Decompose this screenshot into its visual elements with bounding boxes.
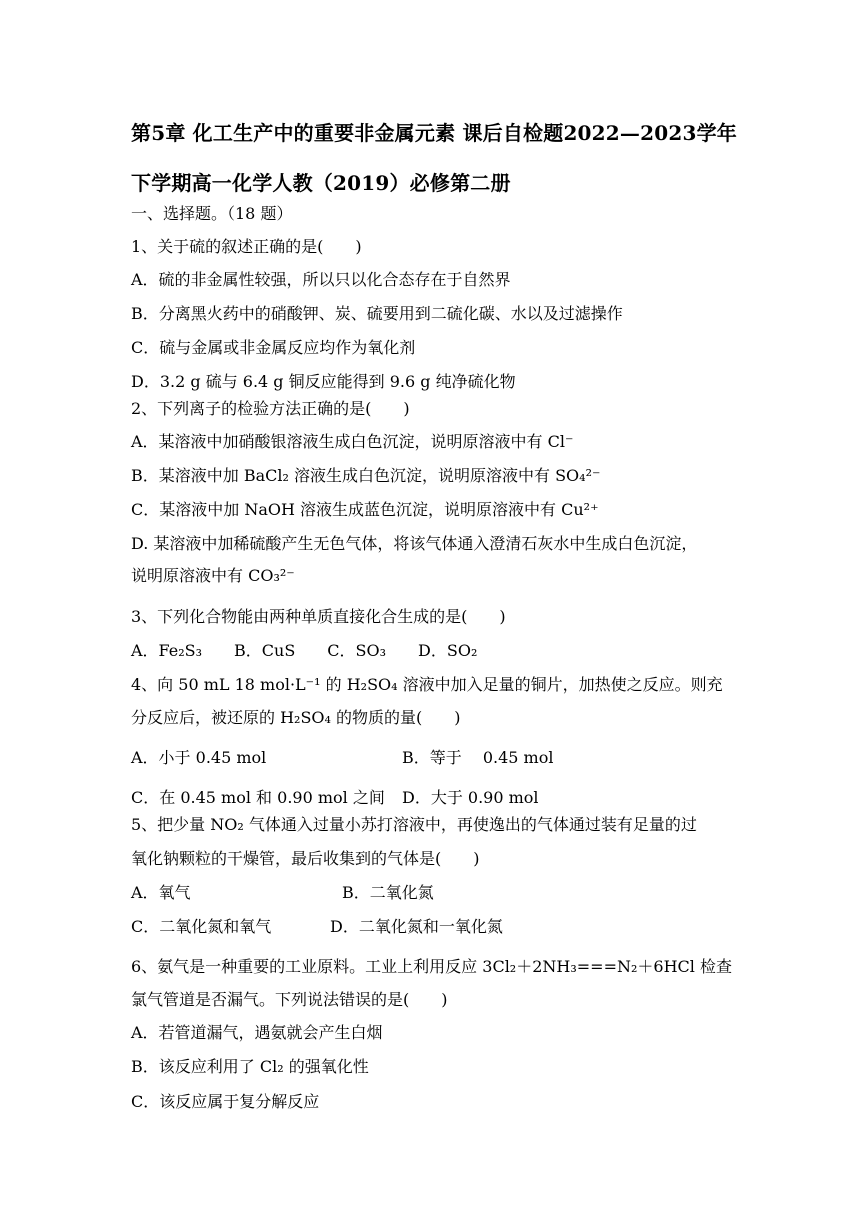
question-6-stem-line1: 6、氨气是一种重要的工业原料。工业上利用反应 3Cl₂＋2NH₃===N₂＋6HCl 检查	[131, 957, 732, 976]
question-4-stem-line1: 4、向 50 mL 18 mol·L⁻¹ 的 H₂SO₄ 溶液中加入足量的铜片，加热使之反应。则充	[131, 675, 723, 694]
question-6-option-b: B．该反应利用了 Cl₂ 的强氧化性	[131, 1057, 369, 1076]
question-1-option-a: A．硫的非金属性较强，所以只以化合态存在于自然界	[131, 270, 511, 289]
question-1-stem: 1、关于硫的叙述正确的是( )	[131, 237, 362, 256]
page-title: 第5章 化工生产中的重要非金属元素 课后自检题2022—2023学年下学期高一化学人教（2019）必修第二册	[131, 121, 737, 195]
question-4-option-b: B．等于 0.45 mol	[402, 748, 554, 767]
section-heading: 一、选择题。（18 题）	[131, 204, 293, 223]
question-5-stem-line1: 5、把少量 NO₂ 气体通入过量小苏打溶液中，再使逸出的气体通过装有足量的过	[131, 815, 697, 834]
question-3-stem: 3、下列化合物能由两种单质直接化合生成的是( )	[131, 607, 506, 626]
question-4-option-c: C．在 0.45 mol 和 0.90 mol 之间	[131, 788, 385, 807]
question-6-option-a: A．若管道漏气，遇氨就会产生白烟	[131, 1023, 383, 1042]
question-4-option-a: A．小于 0.45 mol	[131, 748, 267, 767]
question-2-option-b: B．某溶液中加 BaCl₂ 溶液生成白色沉淀，说明原溶液中有 SO₄²⁻	[131, 466, 601, 485]
question-6-option-c: C．该反应属于复分解反应	[131, 1092, 320, 1111]
question-5-option-b: B．二氧化氮	[342, 883, 434, 902]
question-1-option-b: B．分离黑火药中的硝酸钾、炭、硫要用到二硫化碳、水以及过滤操作	[131, 304, 623, 323]
question-1-option-c: C．硫与金属或非金属反应均作为氧化剂	[131, 338, 416, 357]
question-3-options: A．Fe₂S₃ B．CuS C．SO₃ D．SO₂	[131, 641, 478, 660]
question-4-stem-line2: 分反应后，被还原的 H₂SO₄ 的物质的量( )	[131, 708, 461, 727]
question-5-stem-line2: 氧化钠颗粒的干燥管，最后收集到的气体是( )	[131, 849, 480, 868]
question-4-option-d: D．大于 0.90 mol	[402, 788, 539, 807]
question-2-option-c: C．某溶液中加 NaOH 溶液生成蓝色沉淀，说明原溶液中有 Cu²⁺	[131, 500, 599, 519]
question-2-option-d-line2: 说明原溶液中有 CO₃²⁻	[131, 566, 295, 585]
question-5-option-d: D．二氧化氮和一氧化氮	[330, 917, 503, 936]
question-5-option-a: A．氧气	[131, 883, 191, 902]
question-2-option-d-line1: D. 某溶液中加稀硫酸产生无色气体，将该气体通入澄清石灰水中生成白色沉淀，	[131, 534, 698, 553]
question-5-option-c: C．二氧化氮和氧气	[131, 917, 272, 936]
question-1-option-d: D．3.2 g 硫与 6.4 g 铜反应能得到 9.6 g 纯净硫化物	[131, 372, 516, 391]
question-6-stem-line2: 氯气管道是否漏气。下列说法错误的是( )	[131, 990, 448, 1009]
question-2-option-a: A．某溶液中加硝酸银溶液生成白色沉淀，说明原溶液中有 Cl⁻	[131, 432, 574, 451]
question-2-stem: 2、下列离子的检验方法正确的是( )	[131, 399, 410, 418]
